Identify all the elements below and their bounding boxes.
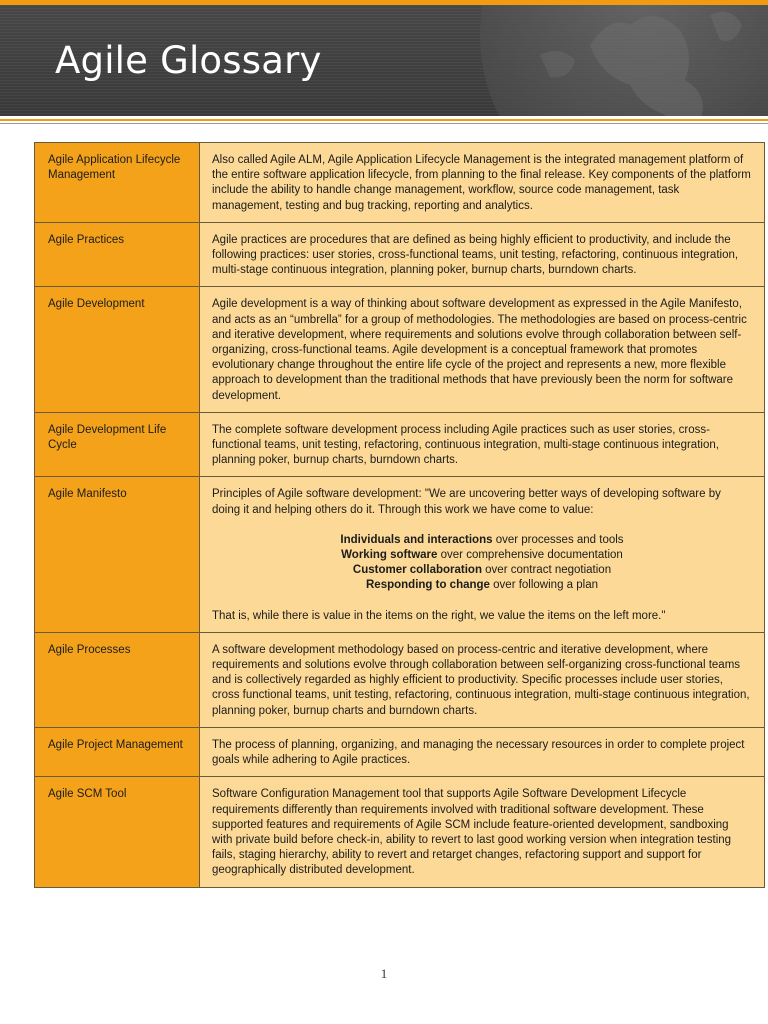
manifesto-value: [212, 578, 752, 593]
glossary-term: Agile Development: [35, 287, 200, 412]
glossary-definition: A software development methodology based on process-centric and iterative development, where requirements and solutions evolve through collaboration between self-organizing cross-functional teams and is collectively regarded as highly efficient to productivity. Specific processes include user stories, cross functional teams, unit testing, refactoring, continuous integration, multi-stage continuous integration, planning poker, burnup charts and burndown charts.: [200, 632, 765, 727]
manifesto-value-rest: over following a plan: [489, 579, 598, 592]
table-row: [35, 477, 765, 632]
manifesto-values: [212, 533, 752, 594]
glossary-term: Agile Processes: [35, 632, 200, 727]
manifesto-value-rest: over comprehensive documentation: [437, 549, 623, 562]
table-row: [35, 632, 765, 727]
table-row: [35, 287, 765, 412]
manifesto-intro: Principles of Agile software development: "We are uncovering better ways of developing software by doing it and helping others do it. Through this work we have come to value:: [212, 488, 721, 516]
manifesto-value: [212, 563, 752, 578]
glossary-term: Agile Application Lifecycle Management: [35, 143, 200, 223]
table-row: [35, 777, 765, 887]
manifesto-value-bold: Responding to change: [366, 579, 490, 592]
glossary-definition: Also called Agile ALM, Agile Application Lifecycle Management is the integrated management platform of the entire software application lifecycle, from planning to the final release. Key components of the platform include the ability to handle change management, workflow, source code management, task management, testing and bug tracking, reporting and analytics.: [200, 143, 765, 223]
table-row: [35, 727, 765, 776]
glossary-term: Agile Development Life Cycle: [35, 412, 200, 477]
glossary-definition: The process of planning, organizing, and managing the necessary resources in order to complete project goals while adhering to Agile practices.: [200, 727, 765, 776]
glossary-table: [34, 142, 765, 888]
manifesto-outro: That is, while there is value in the items on the right, we value the items on the left more.": [212, 609, 666, 622]
manifesto-value-rest: over processes and tools: [492, 533, 624, 546]
manifesto-value-bold: Individuals and interactions: [340, 533, 493, 546]
manifesto-value-rest: over contract negotiation: [481, 564, 612, 577]
glossary-term: Agile Project Management: [35, 727, 200, 776]
glossary-definition: Agile practices are procedures that are defined as being highly efficient to productivity, and include the following practices: user stories, cross-functional teams, unit testing, refactoring, continuous integration, multi-stage continuous integration, planning poker, burnup charts, burndown charts.: [200, 222, 765, 287]
globe-graphic: [480, 5, 768, 116]
glossary-definition: [200, 477, 765, 632]
glossary-term: Agile SCM Tool: [35, 777, 200, 887]
manifesto-value: [212, 548, 752, 563]
header-divider-orange: [0, 119, 768, 121]
glossary-definition: The complete software development process including Agile practices such as user stories, cross-functional teams, unit testing, refactoring, continuous integration, multi-stage continuous integration, planning poker, burnup charts, burndown charts.: [200, 412, 765, 477]
manifesto-value: [212, 533, 752, 548]
header-divider-gray: [0, 123, 768, 124]
manifesto-value-bold: Working software: [341, 549, 438, 562]
glossary-term: Agile Manifesto: [35, 477, 200, 632]
table-row: [35, 412, 765, 477]
table-row: [35, 222, 765, 287]
glossary-definition: Software Configuration Management tool that supports Agile Software Development Lifecycle requirements differently than requirements involved with traditional software development. These supported features and requirements of Agile SCM include feature-oriented development, sandboxing with private build before check-in, ability to revert to last good working version when integration testing fails, staging hierarchy, ability to revert and retarget changes, refactoring support and support for geographically distributed development.: [200, 777, 765, 887]
table-row: [35, 143, 765, 223]
page-header: [0, 5, 768, 116]
page-title: Agile Glossary: [55, 39, 322, 82]
manifesto-value-bold: Customer collaboration: [352, 564, 482, 577]
glossary-definition: Agile development is a way of thinking about software development as expressed in the Agile Manifesto, and acts as an “umbrella” for a group of methodologies. The methodologies are based on process-centric and iterative development, where requirements and solutions evolve through collaboration between self-organizing, cross-functional teams. Agile development is a conceptual framework that promotes evolutionary change throughout the entire life cycle of the project and represents a new, more flexible approach to development than the traditional methods that have previously been the norm for software development.: [200, 287, 765, 412]
glossary-term: Agile Practices: [35, 222, 200, 287]
page-number: 1: [380, 966, 388, 981]
